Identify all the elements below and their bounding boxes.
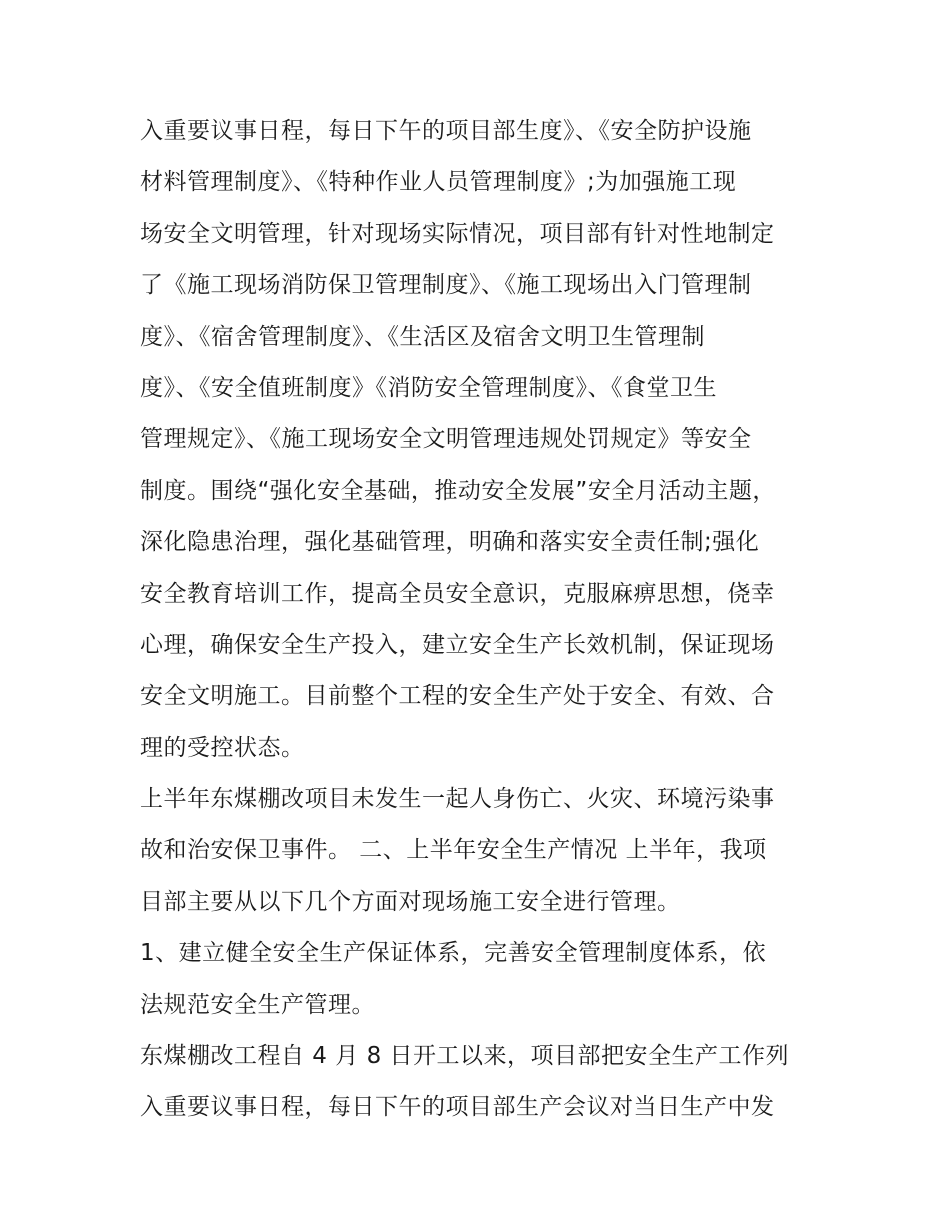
text-line: 入重要议事日程，每日下午的项目部生产会议对当日生产中发 [140,1094,775,1121]
body-text [140,106,820,1134]
text-line: 上半年东煤棚改项目未发生一起人身伤亡、火灾、环境污染事 [140,786,775,813]
text-line: 安全文明施工。目前整个工程的安全生产处于安全、有效、合 [140,683,775,710]
text-line: 制度。围绕“强化安全基础，推动安全发展”安全月活动主题， [140,477,776,504]
text-line: 深化隐患治理，强化基础管理，明确和落实安全责任制;强化 [140,529,760,556]
text-line: 目部主要从以下几个方面对现场施工安全进行管理。 [140,888,681,915]
text-line: 度》、《安全值班制度》《消防安全管理制度》、《食堂卫生 [140,374,717,401]
text-line: 心理，确保安全生产投入，建立安全生产长效机制，保证现场 [140,631,775,658]
text-line: 了《施工现场消防保卫管理制度》、《施工现场出入门管理制 [140,272,752,299]
text-line: 法规范安全生产管理。 [140,991,375,1018]
text-line: 东煤棚改工程自 4 月 8 日开工以来，项目部把安全生产工作列 [140,1043,790,1070]
text-line: 材料管理制度》、《特种作业人员管理制度》;为加强施工现 [140,169,737,196]
text-line: 度》、《宿舍管理制度》、《生活区及宿舍文明卫生管理制 [140,323,705,350]
text-line: 入重要议事日程，每日下午的项目部生度》、《安全防护设施 [140,118,752,144]
text-line: 1、建立健全安全生产保证体系，完善安全管理制度体系，依 [140,940,767,967]
text-line: 管理规定》、《施工现场安全文明管理违规处罚规定》等安全 [140,426,752,453]
text-line: 安全教育培训工作，提高全员安全意识，克服麻痹思想，侥幸 [140,580,775,607]
text-line: 理的受控状态。 [140,734,305,761]
text-line: 故和治安保卫事件。 二、上半年安全生产情况 上半年，我项 [140,837,767,864]
text-line: 场安全文明管理，针对现场实际情况，项目部有针对性地制定 [140,220,775,247]
